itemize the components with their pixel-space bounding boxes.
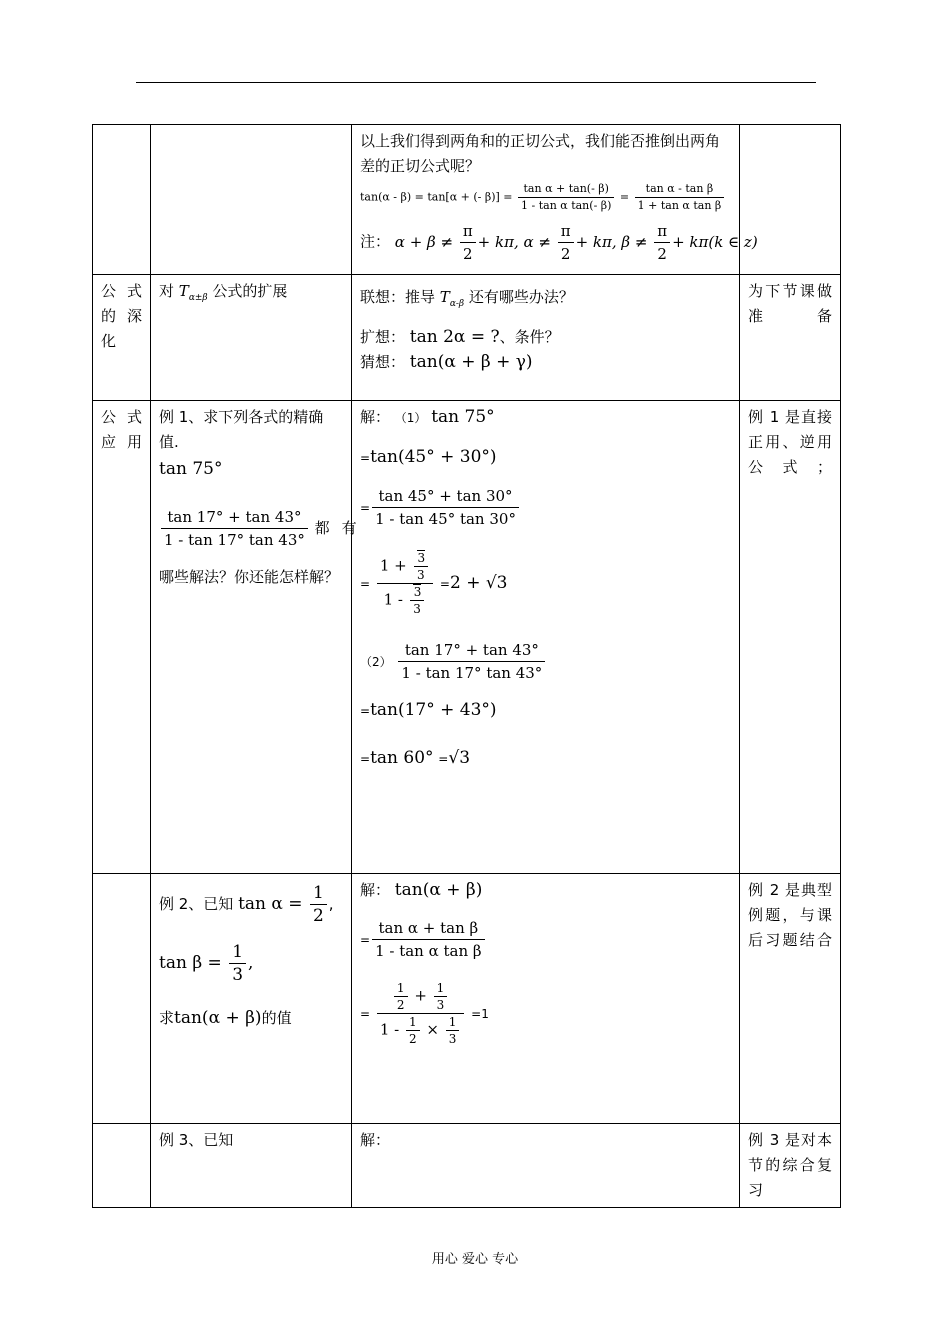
- topic-suffix: 公式的扩展: [212, 282, 288, 300]
- guess-formula: tan(α + β + γ): [409, 352, 533, 372]
- note-label: 注：: [360, 232, 391, 251]
- solution-result: =1: [471, 1007, 489, 1021]
- topic-cell: [151, 401, 369, 874]
- intro-text: 以上我们得到两角和的正切公式，我们能否推倒出两角差的正切公式呢？: [360, 132, 721, 175]
- solution-2-step-1: =tan(17° + 43°): [360, 700, 497, 720]
- table-row: [93, 125, 841, 275]
- remark-text: 为下节课做准备: [740, 275, 841, 401]
- example-3-text: 例 3、已知: [151, 1124, 352, 1208]
- tan-difference-formula: tan(α - β) = tan[α + (- β)] = $\frac{\text{tan α + tan(- β)}}{\text{1 - tan α tan(- β)}}$ = $\frac{\text{tan α - tan β}}{\text{1 + tan α tan β}}$: [360, 181, 731, 214]
- content-cell: [352, 125, 758, 275]
- table-row: [93, 401, 841, 874]
- table-row: [93, 1124, 841, 1208]
- section-label: 公式应用: [93, 401, 151, 874]
- content-cell: [352, 874, 740, 1124]
- section-cell: [93, 874, 151, 1124]
- solution-1-step-2: = $\frac{\tan 45^\circ + \tan 30^\circ}{1 - \tan 45^\circ \tan 30^\circ}$: [360, 485, 731, 530]
- solution-2-header: （2） $\frac{\tan 17^\circ + \tan 43^\circ}{1 - \tan 17^\circ \tan 43^\circ}$: [360, 639, 731, 684]
- solution-1-header: 解： （1） tan 75°: [360, 407, 495, 427]
- solution-1-step-1: =tan(45° + 30°): [360, 447, 497, 467]
- content-cell: [352, 401, 740, 874]
- topic-cell: [151, 275, 352, 401]
- remark-text: 例 1 是直接正用、逆用公式；: [740, 401, 841, 874]
- guess-line: 猜想： tan(α + β + γ): [360, 352, 533, 372]
- example-1-title: 例 1、求下列各式的精确值.: [159, 408, 324, 451]
- section-label: 公式的深化: [93, 275, 151, 401]
- header-rule: [136, 82, 816, 83]
- topic-cell: [151, 874, 352, 1124]
- remark-text: 例 2 是典型例题，与课后习题结合: [740, 874, 841, 1124]
- solution-2-step-2: =tan 60° =√3: [360, 748, 471, 768]
- remark-cell: [740, 125, 841, 275]
- topic-symbol: $T_{\alpha\pm\beta}$: [178, 282, 208, 303]
- condition-note: 注： α + β ≠ $\frac{\pi}{2}$ + kπ, α ≠ $\frac{\pi}{2}$ + kπ, β ≠ $\frac{\pi}{2}$ + kπ(k ∈ z): [360, 222, 758, 263]
- table-row: [93, 275, 841, 401]
- solution-1-step-3: = 1 + $\frac{3}{3}$ 1 - $\frac{3}{3}$ =2 + √3: [360, 551, 508, 616]
- lesson-plan-table: [92, 124, 841, 1208]
- topic-cell: [151, 125, 352, 275]
- example-1-question: 哪些解法？你还能怎样解？: [159, 568, 340, 586]
- topic-prefix: 对: [159, 282, 175, 300]
- page-footer: 用心 爱心 专心: [431, 1252, 519, 1267]
- section-cell: [93, 125, 151, 275]
- solution-step-1: = $\frac{\text{tan α + tan β}}{\text{1 - tan α tan β}}$: [360, 917, 731, 962]
- content-cell: [352, 275, 740, 401]
- example-2-given: 例 2、已知 tan α = $\frac{1}{2}$ ,: [159, 883, 334, 926]
- extension-formula: tan 2α = ?: [409, 327, 500, 347]
- solution-step-2: = $\frac{1}{2}$ + $\frac{1}{3}$ 1 - $\frac{1}{2}$ × $\frac{1}{3}$ =1: [360, 981, 489, 1046]
- solution-header: 解： tan(α + β): [360, 880, 483, 900]
- association-line: 联想：推导 $T_{\alpha-\beta}$ 还有哪些办法？: [360, 288, 574, 309]
- example-2-ask: 求tan(α + β)的值: [159, 1008, 292, 1028]
- example-1-item-2: $\frac{\tan 17^\circ + \tan 43^\circ}{1 - \tan 17^\circ \tan 43^\circ}$ 都有: [159, 506, 343, 551]
- example-1-item-1: tan 75°: [159, 459, 223, 479]
- section-cell: [93, 1124, 151, 1208]
- extension-line: 扩想： tan 2α = ?、条件？: [360, 327, 560, 347]
- remark-text: 例 3 是对本节的综合复习: [740, 1124, 841, 1208]
- given-tan-alpha: tan α = $\frac{1}{2}$: [238, 894, 329, 914]
- solution-label: 解：: [352, 1124, 740, 1208]
- table-row: [93, 874, 841, 1124]
- given-tan-beta: tan β = $\frac{1}{3}$ ,: [159, 942, 254, 985]
